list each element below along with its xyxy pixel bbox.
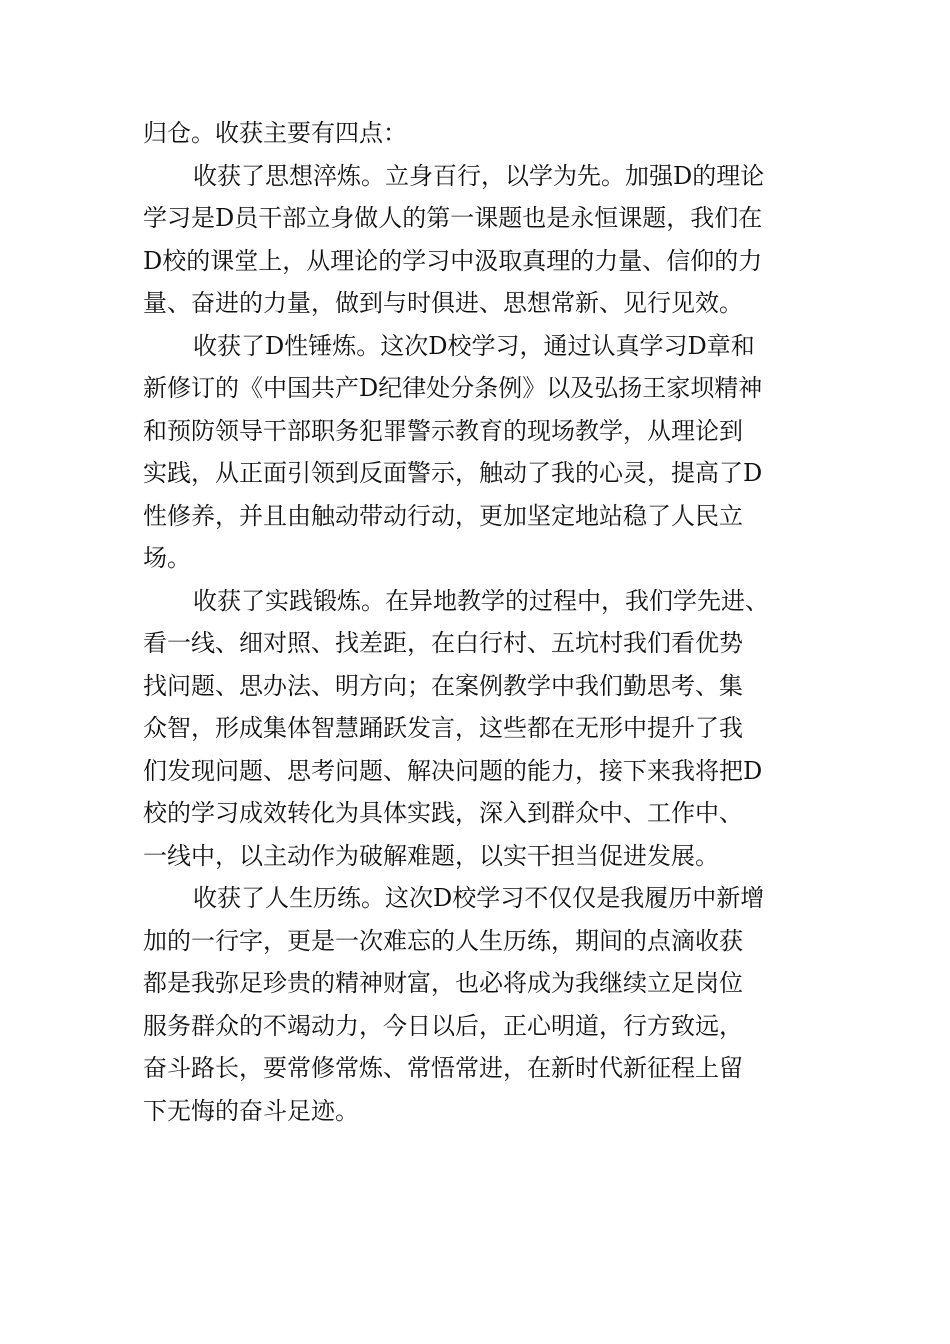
text-line: 都是我弥足珍贵的精神财富，也必将成为我继续立足岗位 <box>143 969 743 997</box>
text-line: 量、奋进的力量，做到与时俱进、思想常新、见行见效。 <box>143 289 743 317</box>
text-line: 场。 <box>143 544 191 572</box>
text-line: 学习是D员干部立身做人的第一课题也是永恒课题，我们在 <box>143 204 763 232</box>
text-line: 新修订的《中国共产D纪律处分条例》以及弘扬王家坝精神 <box>143 374 763 402</box>
text-line: 归仓。收获主要有四点： <box>143 119 407 147</box>
document-body <box>143 112 813 1132</box>
paragraph-start-line: 收获了思想淬炼。立身百行，以学为先。加强D的理论 <box>193 161 765 190</box>
text-line: D校的课堂上，从理论的学习中汲取真理的力量、信仰的力 <box>143 246 763 275</box>
text-line: 性修养，并且由触动带动行动，更加坚定地站稳了人民立 <box>143 501 743 530</box>
text-line: 看一线、细对照、找差距，在白行村、五坑村我们看优势 <box>143 629 743 657</box>
text-line: 找问题、思办法、明方向；在案例教学中我们勤思考、集 <box>143 671 743 700</box>
paragraph-start-line: 收获了人生历练。这次D校学习不仅仅是我履历中新增 <box>193 884 765 912</box>
text-line: 服务群众的不竭动力，今日以后，正心明道，行方致远， <box>143 1011 743 1040</box>
text-line: 们发现问题、思考问题、解决问题的能力，接下来我将把D <box>143 756 763 785</box>
text-line: 一线中，以主动作为破解难题，以实干担当促进发展。 <box>143 841 719 870</box>
text-line: 和预防领导干部职务犯罪警示教育的现场教学，从理论到 <box>143 416 743 445</box>
text-line: 下无悔的奋斗足迹。 <box>143 1096 359 1125</box>
text-line: 实践，从正面引领到反面警示，触动了我的心灵，提高了D <box>143 459 763 487</box>
paragraph-start-line: 收获了实践锻炼。在异地教学的过程中，我们学先进、 <box>193 586 769 615</box>
text-line: 加的一行字，更是一次难忘的人生历练，期间的点滴收获 <box>143 926 743 955</box>
paragraph-start-line: 收获了D性锤炼。这次D校学习，通过认真学习D章和 <box>193 331 755 360</box>
text-line: 校的学习成效转化为具体实践，深入到群众中、工作中、 <box>143 799 743 827</box>
text-line: 众智，形成集体智慧踊跃发言，这些都在无形中提升了我 <box>143 714 743 742</box>
text-line: 奋斗路长，要常修常炼、常悟常进，在新时代新征程上留 <box>143 1054 743 1082</box>
